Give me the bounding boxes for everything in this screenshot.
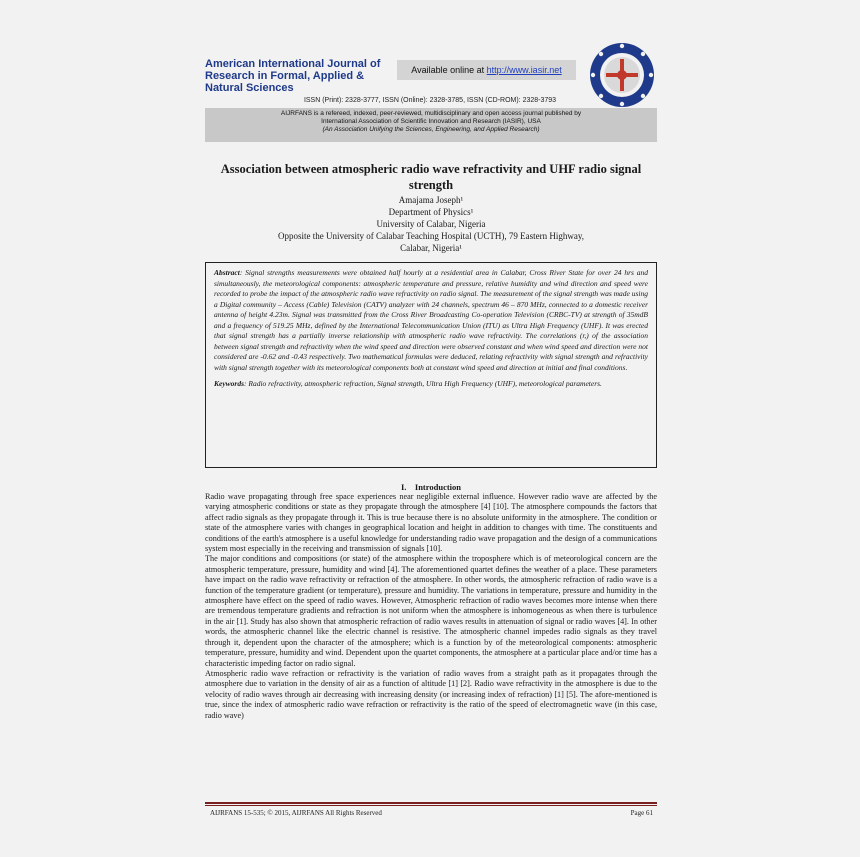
journal-website-link[interactable]: http://www.iasir.net	[486, 65, 562, 75]
page-number: Page 61	[630, 809, 653, 817]
keywords-text: : Radio refractivity, atmospheric refraction, Signal strength, Ultra High Frequency (UHF), meteorological parameters.	[244, 379, 602, 388]
author-block	[205, 194, 657, 254]
footer-copyright: AIJRFANS 15-535; © 2015, AIJRFANS All Rights Reserved	[210, 809, 382, 817]
availability-box	[397, 60, 576, 80]
section-heading-introduction: I. Introduction	[400, 482, 462, 492]
author-city: Calabar, Nigeria¹	[400, 243, 462, 253]
paper-title: Association between atmospheric radio wave refractivity and UHF radio signal strength	[220, 162, 642, 192]
footer-rule-thin	[205, 805, 657, 806]
abstract-label: Abstract	[214, 268, 240, 277]
author-university: University of Calabar, Nigeria	[376, 219, 486, 229]
intro-paragraph-1: Radio wave propagating through free space experiences near negligible external influence. However radio wave are affected by the varying atmospheric conditions or state as they propagate through the atmosphere [4] [10]. The atmosphere compounds the factors that affect radio signals as they propagate through it. This is true because there is no absolute uniformity in the atmosphere. The condition or state of the atmosphere varies with changes in geographical location and height in addition to changes with time. The constituents and conditions of the earth's atmosphere is a useful knowledge for understanding radio wave propagation and the design of a communications system most especially in the receiving and transmission of signals [10].	[205, 492, 657, 554]
abstract-text: : Signal strengths measurements were obtained half hourly at a residential area in Calabar, Cross River State for over 24 hrs and simultaneously, the meteorological components: atmospheric temperature and pressure, relative humidity and wind direction and speed were recorded to probe the impact of the atmospheric radio wave refractivity on radio signal. The measurement of the signal strength was made using a Digital community – Access (Cable) Television (CATV) analyzer with 24 channels, spectrum 46 – 870 MHz, connected to a domestic receiver antenna of height 4.23m. Signal was transmitted from the Cross River Broadcasting Co-operation Television (CRBC-TV) at strength of 35mdB and a frequency of 519.25 MHz, defined by the International Telecommunication Union (ITU) as Ultra High Frequency (UHF). It was erected that signal strength has a partially inverse relationship with atmospheric radio wave refractivity. The correlations (r,) of the association between signal strength and refractivity when the wind speed and direction were observed constant and when wind speed and direction were not considered are -0.62 and -0.43 respectively. Two mathematical formulas were deduced, relating refractivity with signal strength and refractivity with signal strength together with its meteorological components both at constant wind speed and direction at initial and final conditions.	[214, 268, 648, 372]
page-footer	[210, 809, 655, 817]
available-prefix: Available online at	[411, 65, 487, 75]
author-department: Department of Physics¹	[388, 207, 474, 217]
journal-name: American International Journal of Research in Formal, Applied & Natural Sciences	[205, 58, 381, 94]
intro-paragraph-2: The major conditions and compositions (or state) of the atmosphere within the troposphere which is of meteorological concern are the atmospheric temperature, pressure, humidity and wind [4]. The aforementioned quartet defines the weather of a place. These parameters have impact on the radio wave refractivity or refraction of the atmosphere. In other words, the atmospheric refraction of radio wave is a function of the temperature gradient (or temperature), pressure and humidity. The variations in temperature, pressure and humidity in the atmosphere have effect on the speed of radio waves. However, Atmospheric refraction of radio waves becomes more intense when there are tremendous temperature gradients and refraction is not uniform when the atmosphere is inhomogeneous as when there is turbulence in the air [1]. Study has also shown that atmospheric refraction of radio waves results in attenuation of signal or radio waves [4]. In other words, the atmospheric channel like the electric channel is resistive. The atmospheric channel impedes radio signals as they travel through it, dependent upon the character of the atmosphere; which is a function by of the meteorological components: atmospheric temperature, pressure, humidity and wind. Dependent upon the quartet components, the atmosphere at a particular place and/or time has a characteristic impeding factor on radio signal.	[205, 554, 657, 668]
intro-paragraph-3: Atmospheric radio wave refraction or refractivity is the variation of radio waves from a straight path as it propagates through the atmosphere due to variation in the density of air as a function of altitude [1] [2]. Radio wave refractivity in the atmosphere is due to the velocity of radio waves through air decreasing with increasing density (or increasing index of refraction) [1] [5]. The afore-mentioned is true, since the index of atmospheric radio wave refraction or refractivity is the ratio of the speed of electromagnetic wave (in this case, radio wave)	[205, 668, 657, 720]
author-address: Opposite the University of Calabar Teaching Hospital (UCTH), 79 Eastern Highway,	[277, 231, 585, 241]
keywords-paragraph	[214, 379, 648, 390]
keywords-label: Keywords	[214, 379, 244, 388]
introduction-body	[205, 492, 657, 721]
journal-banner	[205, 108, 657, 142]
banner-line-1: AIJRFANS is a refereed, indexed, peer-reviewed, multidisciplinary and open access journal published by	[280, 110, 582, 117]
banner-line-2: International Association of Scientific Innovation and Research (IASIR), USA	[321, 118, 541, 125]
footer-rule-thick	[205, 802, 657, 804]
author-name: Amajama Joseph¹	[398, 195, 464, 205]
issn-line: ISSN (Print): 2328-3777, ISSN (Online): 2328-3785, ISSN (CD-ROM): 2328-3793	[303, 97, 557, 104]
abstract-box	[205, 262, 657, 468]
abstract-paragraph	[214, 268, 648, 373]
banner-line-3: (An Association Unifying the Sciences, Engineering, and Applied Research)	[322, 126, 540, 133]
